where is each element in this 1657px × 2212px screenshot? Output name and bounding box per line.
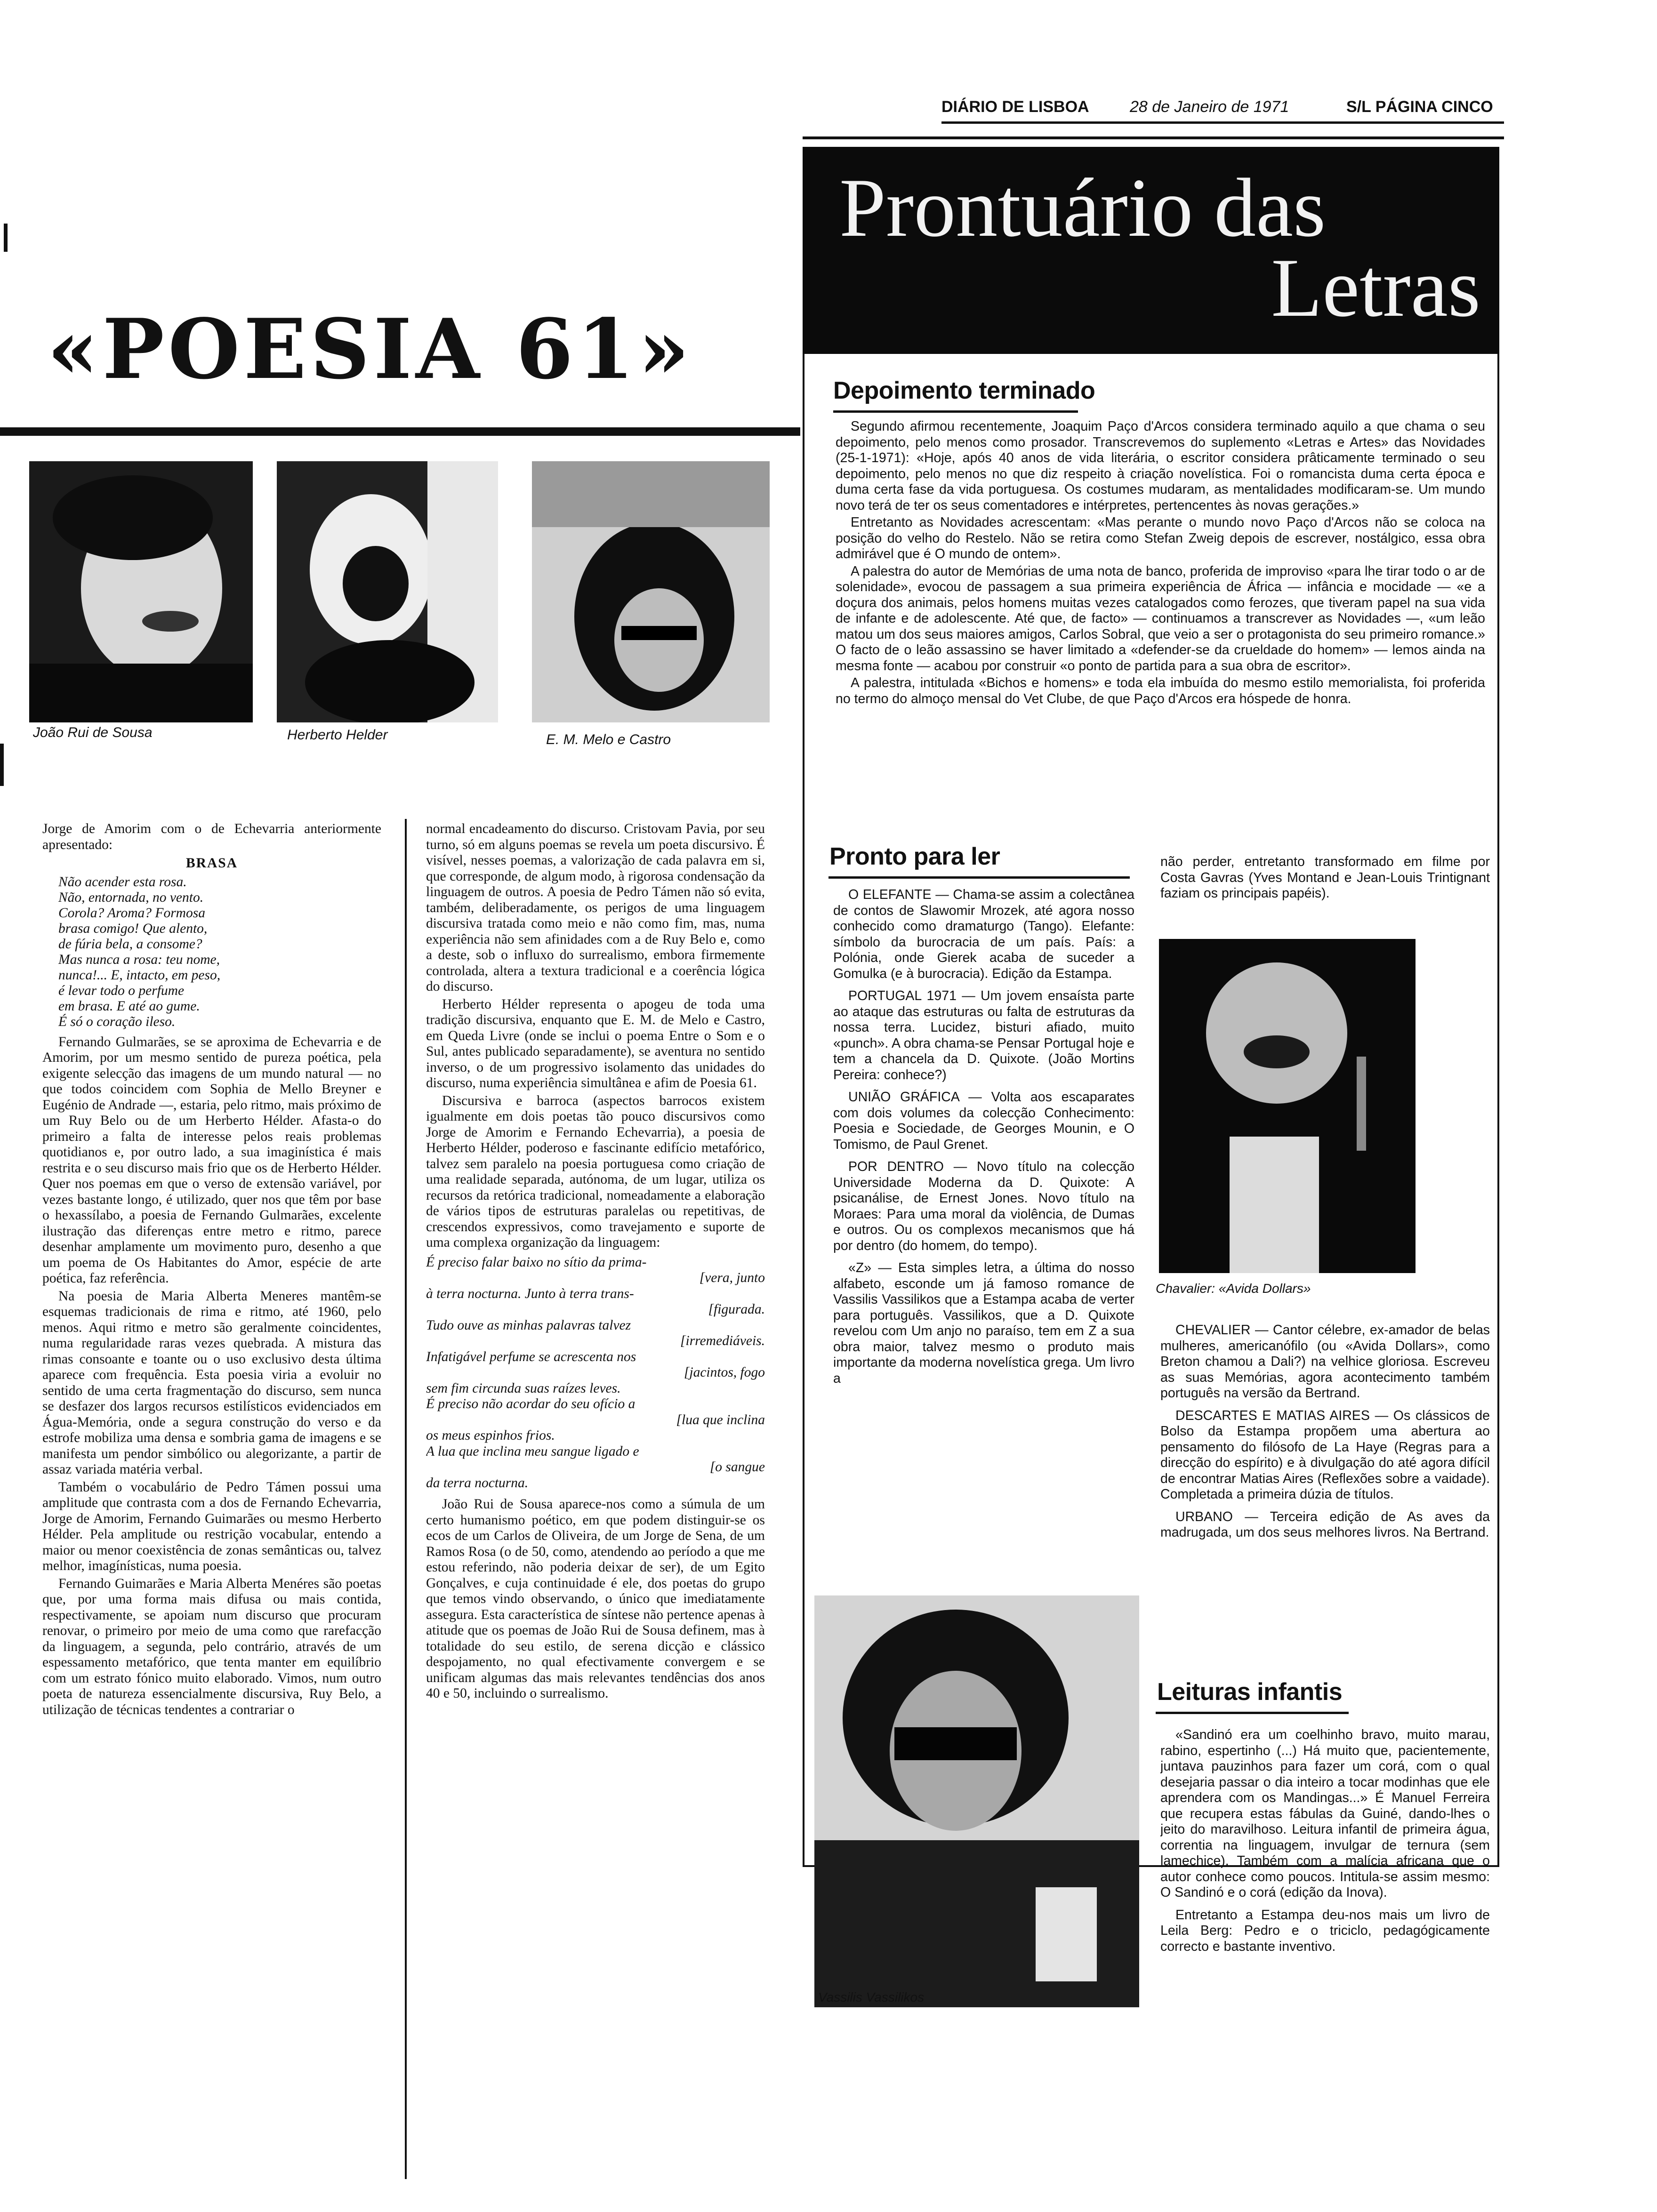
leituras-paragraph: Entretanto a Estampa deu-nos mais um livro de Leila Berg: Pedro e o triciclo, pedagógicamente correcto e bastante inventivo. [1160,1907,1490,1954]
subcolumn-paragraph: URBANO — Terceira edição de As aves da madrugada, um dos seus melhores livros. Na Bertrand. [1160,1509,1490,1540]
caption-photo-1: João Rui de Sousa [33,725,153,740]
section-rule [833,410,1078,413]
poem-line: Corola? Aroma? Formosa [58,905,205,921]
pronto-paragraph: POR DENTRO — Novo título na colecção Universidade Moderna da D. Quixote: A psicanálise, de Ernest Jones. Novo título na Moraes: Para uma moral da violência, de Dumas e outros. Ou os complexos mecanismos que há por dentro (do homem, do tempo). [833,1159,1134,1253]
quote-line: Infatigável perfume se acrescenta nos [426,1349,636,1364]
quote-line: A lua que inclina meu sangue ligado e [426,1443,639,1459]
col1-paragraph: Fernando Guimarães e Maria Alberta Menéres são poetas que, por uma forma mais difusa ou mais contida, respectivamente, se apoiam num discurso que procuram renovar, o primeiro por meio de uma como que rarefacção da linguagem, a segunda, pelo contrário, através de um espessamento metafórico, que tenta manter em equilíbrio com um estrato fónico muito elaborado. Vimos, num outro poeta de natureza essencialmente discursiva, Ruy Belo, a utilização de técnicas tendentes a contrariar o [42,1576,381,1717]
photo-melo-castro [532,461,770,722]
quote-line: os meus espinhos frios. [426,1428,555,1443]
depoimento-paragraph: Entretanto as Novidades acrescentam: «Mas perante o mundo novo Paço d'Arcos não se coloca na posição do velho do Restelo. Não se retira como Stefan Zweig depois de escrever, nostálgico, essa obra admirável que é O mundo de ontem». [836,515,1485,561]
poem-line: É só o coração ileso. [58,1014,176,1029]
section-head-leituras: Leituras infantis [1157,1678,1343,1706]
article-column-1 [42,821,381,2186]
headline-rule [0,427,800,436]
section-head-pronto: Pronto para ler [829,843,1000,870]
quote-line: É preciso não acordar do seu ofício a [426,1396,635,1411]
col2-paragraph: Herberto Hélder representa o apogeu de toda uma tradição discursiva, enquanto que E. M. de Melo e Castro, em Queda Livre (onde se inclui o poema Entre o Som e o Sul, antes publicado separadamente), se aventura no sentido inverso, o de um progressivo isolamento das unidades do discurso, numa experiência simultânea e afim de Poesia 61. [426,996,765,1090]
section-head-depoimento: Depoimento terminado [833,377,1095,404]
pronto-paragraph: UNIÃO GRÁFICA — Volta aos escaparates com dois volumes da colecção Conhecimento: Poesia e Sociedade, de Georges Mounin, e O Tomismo, de Paul Grenet. [833,1090,1134,1152]
poem-title: BRASA [186,856,238,871]
leituras-text [1160,1727,1490,2028]
pronto-text [833,887,1134,1593]
quoted-verse [426,1255,765,1491]
photo-chevalier [1159,939,1416,1273]
poem-line: Mas nunca a rosa: teu nome, [58,952,220,967]
depoimento-paragraph: Segundo afirmou recentemente, Joaquim Paço d'Arcos considera terminado aquilo a que chama o seu depoimento, pelo menos como prosador. Transcrevemos do suplemento «Letras e Artes» das Novidades (25-1-1971): «Hoje, após 40 anos de vida literária, o escritor considera prâticamente terminado o seu depoimento, pelo menos no que diz respeito à criação novelística. Foi o romancista duma certa época e duma certa fase da vida portuguesa. Os costumes mudaram, as mentalidades modificaram-se. Um mundo novo terá de ter os seus comentadores e intérpretes, pertencentes às novas gerações.» [836,419,1485,513]
col2-paragraph: João Rui de Sousa aparece-nos como a súmula de um certo humanismo poético, em que podem distinguir-se os ecos de um Carlos de Oliveira, de um Jorge de Sena, de um Ramos Rosa (o de 50, como, atendendo ao período a que me estou referindo, não poderia deixar de ser), de um Egito Gonçalves, e cuja continuidade é ele, dos poetas do grupo que temos vindo observando, o único que imediatamente assegura. Esta característica de síntese não pertence apenas à atitude que os poemas de João Rui de Sousa definem, mas à totalidade do seu estilo, de serena dicção e clássico despojamento, no qual efectivamente convergem e se unificam algumas das mais relevantes tendências dos anos 40 e 50, incluindo o surrealismo. [426,1497,765,1701]
masthead-newspaper: DIÁRIO DE LISBOA [941,98,1089,116]
caption-photo-2: Herberto Helder [287,727,388,743]
headline: «POESIA 61» [47,301,693,398]
photo-herberto-helder [277,461,498,722]
quote-line: à terra nocturna. Junto à terra trans- [426,1286,634,1301]
poem-brasa [58,874,381,1030]
caption-chevalier: Chavalier: «Avida Dollars» [1156,1281,1311,1296]
right-box-top-rule [803,136,1504,139]
depoimento-paragraph: A palestra, intitulada «Bichos e homens» e toda ela imbuída do mesmo estilo memorialista, foi proferida no termo do almoço mensal do Vet Clube, de que Paço d'Arcos era hóspede de honra. [836,675,1485,706]
section-rule [1156,1712,1349,1714]
col1-paragraph: Fernando Gulmarães, se se aproxima de Echevarria e de Amorim, por um mesmo sentido de pureza poética, pela exigente selecção das imagens de um mundo natural — no que todos coincidem com Sophia de Mello Breyner e Eugénio de Andrade —, estaria, pelo ritmo, mais próximo de um Ruy Belo ou de um Herberto Hélder. Afasta-o do primeiro a falta de interesse pelos reais problemas quotidianos e, por outro lado, a sua imaginística é mais restrita e o seu discurso mais frio que os de Herberto Hélder. Quer nos poemas em que o verso de extensão variável, por vezes bastante longo, é utilizado, quer nos que têm por base o hexassílabo, a poesia de Fernando Gulmarães, excelente ilustração das diferenças entre metro e ritmo, parece desenhar amplamente um movimento puro, desenho a que um poema de Os Habitantes do Amor, espécie de arte poética, faz referência. [42,1034,381,1286]
depoimento-text [836,419,1485,842]
quote-line: Tudo ouve as minhas palavras talvez [426,1317,631,1333]
quote-line-cont: [o sangue [709,1459,765,1475]
masthead-date: 28 de Janeiro de 1971 [1130,98,1289,116]
col2-paragraph: Discursiva e barroca (aspectos barrocos existem igualmente em dois poetas tão pouco discursivos como Jorge de Amorim e Fernando Echevarria), a poesia de Herberto Hélder, poderoso e fascinante edifício metafórico, talvez sem paralelo na poesia portuguesa como criação de uma realidade separada, autónoma, de um lugar, utiliza os recursos da retórica tradicional, nomeadamente a elaboração de vários tipos de estruturas paralelas ou repetitivas, de crescendos expressivos, como travejamento e suporte de uma complexa organização da linguagem: [426,1093,765,1250]
poem-line: é levar todo o perfume [58,983,185,998]
prontuario-title-line2: Letras [1271,241,1480,334]
photo-joao-rui [29,461,253,722]
pronto-paragraph: PORTUGAL 1971 — Um jovem ensaísta parte ao ataque das estruturas ou falta de estruturas da nossa terra. Lucidez, bisturi afiado, muito «punch». A obra chama-se Pensar Portugal hoje e tem a chancela da D. Quixote. (João Mortins Pereira: conhece?) [833,988,1134,1082]
poem-line: brasa comigo! Que alento, [58,921,208,936]
quote-line-cont: [lua que inclina [676,1412,765,1427]
left-edge-mark-2 [0,744,4,786]
depoimento-paragraph: A palestra do autor de Memórias de uma nota de banco, proferida de improviso «para lhe tirar todo o ar de solenidade», evocou de passagem a sua primeira experiência de África — infância e mocidade — «e a doçura dos animais, pelos homens muitas vezes catalogados como ferozes, que tiveram papel na sua vida de infante e de adolescente. Até que, de facto» — continuamos a transcrever as Novidades —, «um leão matou um dos seus maiores amigos, Carlos Sobral, que veio a ser o protagonista do seu primeiro romance.» O facto de o leão assassino se haver limitado a «defender-se da crueldade do homem» — lemos ainda na mesma fonte — acabou por construir «o ponto de partida para a sua obra de escritor». [836,563,1485,673]
poem-line: em brasa. E até ao gume. [58,998,200,1014]
col1-paragraph-intro: Jorge de Amorim com o de Echevarria anteriormente apresentado: [42,821,381,852]
poem-line: nunca!... E, intacto, em peso, [58,967,221,983]
quote-line: da terra nocturna. [426,1475,529,1491]
quote-line-cont: [figurada. [708,1302,765,1317]
column-divider [405,819,407,2179]
poem-line: Não acender esta rosa. [58,874,187,890]
quote-line-cont: [vera, junto [699,1270,765,1285]
quote-line: É preciso falar baixo no sítio da prima- [426,1254,647,1270]
prontuario-title-line1: Prontuário das [839,161,1326,254]
section-rule [828,876,1130,879]
masthead-rule [941,121,1504,124]
caption-photo-3: E. M. Melo e Castro [546,732,671,747]
pronto-paragraph: «Z» — Esta simples letra, a última do nosso alfabeto, esconde um já famoso romance de Vassilis Vassilikos que a Estampa acaba de verter para português. Vassilikos, que a D. Quixote revelou com Um anjo no paraíso, tem em Z a sua obra maior, talvez mesmo o produto mais importante da moderna novelística grega. Um livro a [833,1260,1134,1386]
left-edge-mark [4,224,8,252]
quote-line-cont: [jacintos, fogo [684,1365,765,1380]
col1-paragraph: Também o vocabulário de Pedro Támen possui uma amplitude que contrasta com a dos de Fernando Echevarria, Jorge de Amorim, Fernando Guimarães ou mesmo Herberto Hélder. Pela amplitude ou restrição vocabular, entendo a maior ou menor coexistência de zonas semânticas ou, talvez melhor, imagínísticas, numa poesia. [42,1479,381,1573]
article-column-2 [426,821,765,2186]
pronto-paragraph: O ELEFANTE — Chama-se assim a colectânea de contos de Slawomir Mrozek, até agora nosso conhecido como dramaturgo (Tango). Elefante: símbolo da burocracia de um país. País: a Polónia, onde Gierek acaba de suceder a Gomulka (e à burocracia). Edição da Estampa. [833,887,1134,981]
masthead-page: S/L PÁGINA CINCO [1346,98,1493,116]
col2-paragraph: normal encadeamento do discurso. Cristovam Pavia, por seu turno, só em alguns poemas se revela um poeta discursivo. É visível, nesses poemas, a valorização de cada palavra em si, que corresponde, de algum modo, à rigorosa condensação da linguagem de outros. A poesia de Pedro Támen não só evita, também, deliberadamente, os perigos de uma linguagem discursiva tratada como meio e não como fim, mas, numa experiência não sem afinidades com a de Ruy Belo e, como a deste, sob o influxo do surrealismo, embora firmemente controlada, altera a textura tradicional e a coerência lógica do discurso. [426,821,765,994]
poem-line: de fúria bela, a consome? [58,936,202,952]
caption-vassilikos: Vassilis Vassilikos [818,1990,925,2004]
col1-paragraph: Na poesia de Maria Alberta Meneres mantêm-se esquemas tradicionais de rima e ritmo, até 1960, pelo menos. Aqui ritmo e metro são geralmente coincidentes, numa regularidade raras vezes quebrada. A mistura das rimas consoante e toante ou o uso exclusivo desta última aparece com frequência. Esta poesia viria a evoluir no sentido de uma certa fragmentação do discurso, sem nunca se desfazer dos largos recursos estilísticos evidenciados em Água-Memória, onde a segura construção do verso e da estrofe mobiliza uma densa e sombria gama de imagens e se manifesta um pendor simbólico ou alegorizante, a partir de assaz variada matéria verbal. [42,1288,381,1477]
right-subcolumn-text [1160,1322,1490,1661]
quote-line: sem fim circunda suas raízes leves. [426,1380,621,1396]
subcolumn-paragraph: DESCARTES E MATIAS AIRES — Os clássicos de Bolso da Estampa propõem uma abertura ao pensamento do filósofo de La Haye (Regras para a direcção do espírito) e à divulgação do até agora difícil de encontrar Matias Aires (Reflexões sobre a vaidade). Completada a primeira dúzia de títulos. [1160,1408,1490,1502]
prontuario-title-block [803,147,1499,354]
pronto-cont-paragraph: não perder, entretanto transformado em filme por Costa Gavras (Yves Montand e Jean-Louis Trintignant faziam os principais papéis). [1160,854,1490,901]
pronto-continued [1160,854,1490,939]
poem-line: Não, entornada, no vento. [58,890,204,905]
quote-line-cont: [irremediáveis. [680,1333,765,1348]
photo-vassilikos [814,1595,1139,2007]
leituras-paragraph: «Sandinó era um coelhinho bravo, muito marau, rabino, espertinho (...) Há muito que, pacientemente, juntava pauzinhos para fazer um corá, com o qual desejaria passar o dia inteiro a tocar modinhas que ele aprendera com os Mandingas...» É Manuel Ferreira que recupera estas fábulas da Guiné, dando-lhes o jeito do maravilhoso. Leitura infantil de primeira água, correntia na linguagem, invulgar de ternura (sem lamechice). Também com a malícia africana que o autor conhece como poucos. Intitula-se assim mesmo: O Sandinó e o corá (edição da Inova). [1160,1727,1490,1900]
subcolumn-paragraph: CHEVALIER — Cantor célebre, ex-amador de belas mulheres, americanófilo (ou «Avida Dollars», como Breton chamou a Dali?) na velhice gloriosa. Escreveu as suas Memórias, agora acontecimento também português na versão da Bertrand. [1160,1322,1490,1401]
